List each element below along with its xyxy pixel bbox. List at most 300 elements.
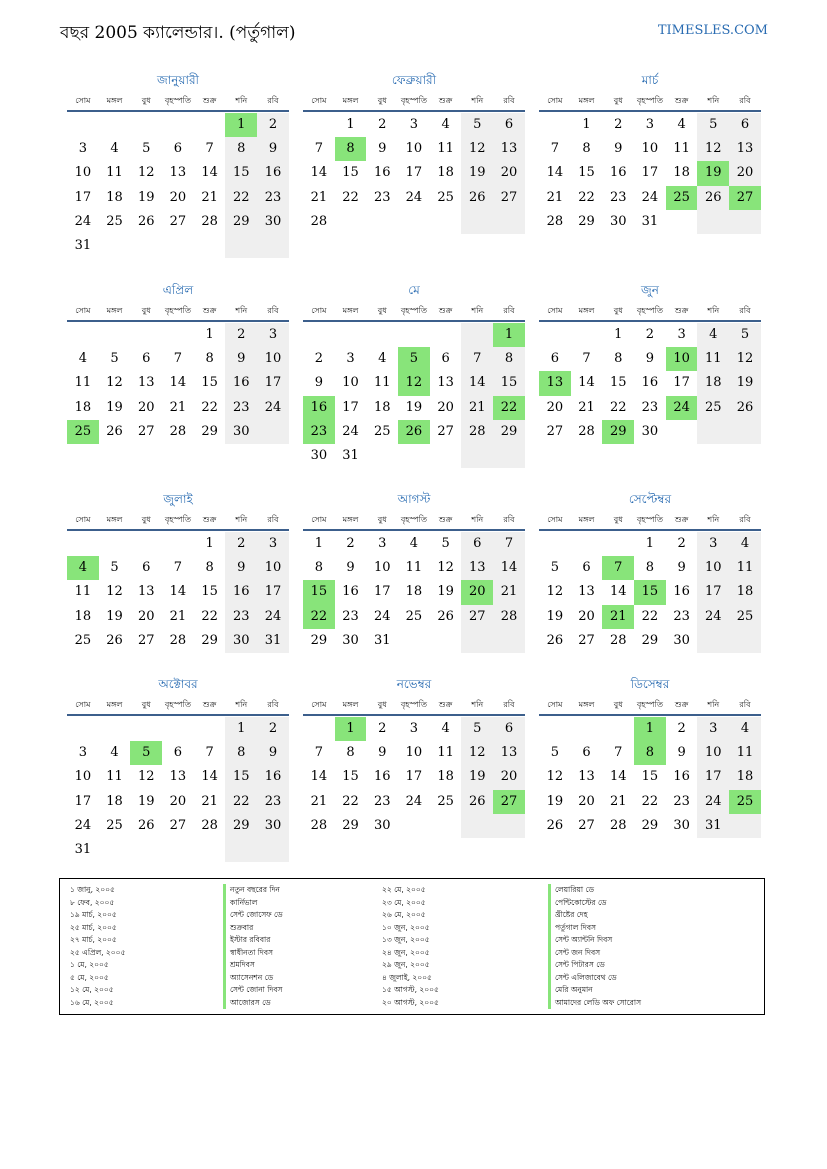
- day-cell[interactable]: 16: [673, 584, 690, 600]
- brand-link[interactable]: TIMESLES.COM: [657, 23, 768, 38]
- day-cell[interactable]: 15: [342, 769, 359, 785]
- day-cell[interactable]: 10: [405, 745, 423, 761]
- day-cell[interactable]: 4: [110, 141, 119, 157]
- day-cell[interactable]: 29: [641, 632, 659, 648]
- day-cell[interactable]: 6: [493, 717, 525, 741]
- day-cell[interactable]: 9: [677, 745, 686, 761]
- day-cell[interactable]: 18: [74, 608, 92, 624]
- day-cell[interactable]: 7: [173, 351, 183, 367]
- day-cell[interactable]: 7: [205, 745, 214, 761]
- day-cell[interactable]: 19: [729, 371, 761, 395]
- day-cell[interactable]: 5: [110, 560, 119, 576]
- day-cell[interactable]: 19: [106, 608, 123, 624]
- day-cell[interactable]: 9: [225, 347, 257, 371]
- day-cell[interactable]: 29: [342, 817, 359, 833]
- day-cell[interactable]: 31: [342, 447, 359, 463]
- day-cell[interactable]: 1: [205, 327, 214, 342]
- day-cell[interactable]: 31: [641, 213, 659, 229]
- day-cell[interactable]: 26: [437, 608, 454, 624]
- day-cell[interactable]: 8: [582, 141, 591, 157]
- day-cell[interactable]: 26: [546, 632, 564, 648]
- day-cell[interactable]: 5: [550, 745, 559, 761]
- day-cell[interactable]: 8: [634, 741, 666, 765]
- day-cell[interactable]: 9: [645, 351, 655, 367]
- day-cell[interactable]: 10: [666, 347, 698, 371]
- day-cell[interactable]: 30: [609, 213, 627, 229]
- day-cell[interactable]: 8: [225, 137, 257, 161]
- day-cell[interactable]: 31: [373, 632, 391, 648]
- day-cell[interactable]: 4: [78, 351, 87, 367]
- day-cell[interactable]: 29: [602, 420, 634, 444]
- day-cell[interactable]: 17: [697, 580, 729, 604]
- day-cell[interactable]: 2: [677, 721, 686, 736]
- day-cell[interactable]: 15: [634, 580, 666, 604]
- day-cell[interactable]: 28: [201, 817, 218, 833]
- day-cell[interactable]: 17: [342, 399, 359, 415]
- day-cell[interactable]: 3: [645, 117, 655, 132]
- day-cell[interactable]: 26: [106, 632, 123, 648]
- day-cell[interactable]: 1: [225, 113, 257, 137]
- day-cell[interactable]: 14: [169, 375, 187, 391]
- day-cell[interactable]: 25: [437, 793, 454, 809]
- day-cell[interactable]: 16: [225, 371, 257, 395]
- day-cell[interactable]: 13: [437, 375, 454, 391]
- day-cell[interactable]: 12: [461, 137, 493, 161]
- day-cell[interactable]: 23: [257, 790, 289, 814]
- day-cell[interactable]: 23: [225, 605, 257, 629]
- day-cell[interactable]: 2: [346, 536, 355, 551]
- day-cell[interactable]: 5: [142, 141, 151, 157]
- day-cell[interactable]: 13: [729, 137, 761, 161]
- day-cell[interactable]: 7: [173, 560, 183, 576]
- day-cell[interactable]: 18: [106, 189, 123, 205]
- day-cell[interactable]: 20: [437, 399, 454, 415]
- day-cell[interactable]: 25: [666, 186, 698, 210]
- day-cell[interactable]: 7: [493, 532, 525, 556]
- day-cell[interactable]: 4: [697, 323, 729, 347]
- day-cell[interactable]: 17: [405, 165, 423, 181]
- day-cell[interactable]: 12: [137, 769, 155, 785]
- day-cell[interactable]: 2: [378, 117, 387, 132]
- day-cell[interactable]: 9: [614, 141, 623, 157]
- day-cell[interactable]: 1: [346, 117, 355, 132]
- day-cell[interactable]: 22: [201, 608, 218, 624]
- day-cell[interactable]: 1: [493, 323, 525, 347]
- day-cell[interactable]: 25: [437, 189, 454, 205]
- day-cell[interactable]: 24: [697, 605, 729, 629]
- day-cell[interactable]: 29: [225, 814, 257, 838]
- day-cell[interactable]: 20: [137, 399, 155, 415]
- day-cell[interactable]: 8: [335, 137, 367, 161]
- day-cell[interactable]: 17: [257, 371, 289, 395]
- day-cell[interactable]: 27: [578, 632, 595, 648]
- day-cell[interactable]: 14: [201, 165, 218, 181]
- day-cell[interactable]: 5: [110, 351, 119, 367]
- day-cell[interactable]: 17: [405, 769, 423, 785]
- day-cell[interactable]: 24: [373, 608, 391, 624]
- day-cell[interactable]: 16: [373, 165, 391, 181]
- day-cell[interactable]: 5: [130, 741, 162, 765]
- day-cell[interactable]: 23: [609, 189, 627, 205]
- day-cell[interactable]: 2: [614, 117, 623, 132]
- day-cell[interactable]: 29: [310, 632, 328, 648]
- day-cell[interactable]: 22: [225, 790, 257, 814]
- day-cell[interactable]: 20: [546, 399, 564, 415]
- day-cell[interactable]: 7: [314, 745, 323, 761]
- day-cell[interactable]: 26: [697, 186, 729, 210]
- day-cell[interactable]: 16: [641, 375, 659, 391]
- day-cell[interactable]: 4: [110, 745, 119, 761]
- day-cell[interactable]: 20: [461, 580, 493, 604]
- day-cell[interactable]: 24: [342, 423, 359, 439]
- day-cell[interactable]: 28: [169, 632, 187, 648]
- day-cell[interactable]: 30: [310, 447, 328, 463]
- day-cell[interactable]: 27: [437, 423, 454, 439]
- day-cell[interactable]: 1: [335, 717, 367, 741]
- day-cell[interactable]: 15: [201, 375, 218, 391]
- day-cell[interactable]: 1: [645, 536, 655, 551]
- day-cell[interactable]: 3: [677, 327, 686, 342]
- day-cell[interactable]: 28: [493, 605, 525, 629]
- day-cell[interactable]: 17: [697, 765, 729, 789]
- day-cell[interactable]: 11: [437, 745, 454, 761]
- day-cell[interactable]: 9: [378, 141, 387, 157]
- day-cell[interactable]: 6: [493, 113, 525, 137]
- day-cell[interactable]: 13: [493, 137, 525, 161]
- day-cell[interactable]: 2: [677, 536, 686, 551]
- day-cell[interactable]: 1: [582, 117, 591, 132]
- day-cell[interactable]: 18: [106, 793, 123, 809]
- day-cell[interactable]: 9: [378, 745, 387, 761]
- day-cell[interactable]: 1: [205, 536, 214, 551]
- day-cell[interactable]: 22: [225, 186, 257, 210]
- day-cell[interactable]: 24: [666, 396, 698, 420]
- day-cell[interactable]: 19: [137, 189, 155, 205]
- day-cell[interactable]: 3: [409, 117, 419, 132]
- day-cell[interactable]: 10: [373, 560, 391, 576]
- day-cell[interactable]: 11: [437, 141, 454, 157]
- day-cell[interactable]: 26: [729, 396, 761, 420]
- day-cell[interactable]: 8: [614, 351, 623, 367]
- day-cell[interactable]: 12: [137, 165, 155, 181]
- day-cell[interactable]: 29: [225, 210, 257, 234]
- day-cell[interactable]: 1: [225, 717, 257, 741]
- day-cell[interactable]: 25: [74, 632, 92, 648]
- day-cell[interactable]: 4: [729, 717, 761, 741]
- day-cell[interactable]: 23: [342, 608, 359, 624]
- day-cell[interactable]: 20: [493, 765, 525, 789]
- day-cell[interactable]: 25: [106, 817, 123, 833]
- day-cell[interactable]: 6: [582, 560, 591, 576]
- day-cell[interactable]: 3: [78, 745, 87, 761]
- day-cell[interactable]: 20: [578, 608, 595, 624]
- day-cell[interactable]: 11: [405, 560, 423, 576]
- day-cell[interactable]: 12: [546, 584, 564, 600]
- day-cell[interactable]: 26: [546, 817, 564, 833]
- day-cell[interactable]: 8: [225, 741, 257, 765]
- day-cell[interactable]: 2: [378, 721, 387, 736]
- day-cell[interactable]: 28: [310, 213, 328, 229]
- day-cell[interactable]: 19: [137, 793, 155, 809]
- day-cell[interactable]: 5: [441, 536, 450, 551]
- day-cell[interactable]: 6: [729, 113, 761, 137]
- day-cell[interactable]: 17: [373, 584, 391, 600]
- day-cell[interactable]: 28: [169, 423, 187, 439]
- day-cell[interactable]: 3: [409, 721, 419, 736]
- day-cell[interactable]: 14: [201, 769, 218, 785]
- day-cell[interactable]: 13: [169, 769, 187, 785]
- day-cell[interactable]: 18: [437, 769, 454, 785]
- day-cell[interactable]: 9: [257, 137, 289, 161]
- day-cell[interactable]: 11: [729, 556, 761, 580]
- day-cell[interactable]: 13: [578, 584, 595, 600]
- day-cell[interactable]: 23: [641, 399, 659, 415]
- day-cell[interactable]: 22: [342, 189, 359, 205]
- day-cell[interactable]: 18: [74, 399, 92, 415]
- day-cell[interactable]: 12: [106, 375, 123, 391]
- day-cell[interactable]: 1: [634, 717, 666, 741]
- day-cell[interactable]: 13: [578, 769, 595, 785]
- day-cell[interactable]: 16: [373, 769, 391, 785]
- day-cell[interactable]: 16: [609, 165, 627, 181]
- day-cell[interactable]: 28: [609, 632, 627, 648]
- day-cell[interactable]: 11: [673, 141, 690, 157]
- day-cell[interactable]: 3: [346, 351, 355, 367]
- day-cell[interactable]: 21: [169, 399, 187, 415]
- day-cell[interactable]: 28: [201, 213, 218, 229]
- day-cell[interactable]: 12: [398, 371, 430, 395]
- day-cell[interactable]: 28: [310, 817, 328, 833]
- day-cell[interactable]: 14: [609, 769, 627, 785]
- day-cell[interactable]: 23: [373, 189, 391, 205]
- day-cell[interactable]: 31: [74, 237, 92, 253]
- day-cell[interactable]: 14: [461, 371, 493, 395]
- day-cell[interactable]: 27: [578, 817, 595, 833]
- day-cell[interactable]: 20: [137, 608, 155, 624]
- day-cell[interactable]: 27: [729, 186, 761, 210]
- day-cell[interactable]: 12: [437, 560, 454, 576]
- day-cell[interactable]: 16: [257, 161, 289, 185]
- day-cell[interactable]: 16: [303, 396, 335, 420]
- day-cell[interactable]: 6: [142, 560, 151, 576]
- day-cell[interactable]: 25: [373, 423, 391, 439]
- day-cell[interactable]: 21: [493, 580, 525, 604]
- day-cell[interactable]: 4: [729, 532, 761, 556]
- day-cell[interactable]: 18: [405, 584, 423, 600]
- day-cell[interactable]: 7: [461, 347, 493, 371]
- day-cell[interactable]: 28: [609, 817, 627, 833]
- day-cell[interactable]: 29: [578, 213, 595, 229]
- day-cell[interactable]: 24: [257, 605, 289, 629]
- day-cell[interactable]: 30: [373, 817, 391, 833]
- day-cell[interactable]: 20: [169, 793, 187, 809]
- day-cell[interactable]: 20: [729, 161, 761, 185]
- day-cell[interactable]: 13: [461, 556, 493, 580]
- day-cell[interactable]: 24: [405, 793, 423, 809]
- day-cell[interactable]: 4: [441, 117, 450, 132]
- day-cell[interactable]: 18: [729, 765, 761, 789]
- day-cell[interactable]: 15: [303, 580, 335, 604]
- day-cell[interactable]: 6: [142, 351, 151, 367]
- day-cell[interactable]: 5: [398, 347, 430, 371]
- day-cell[interactable]: 31: [74, 841, 92, 857]
- day-cell[interactable]: 11: [106, 165, 123, 181]
- day-cell[interactable]: 10: [697, 741, 729, 765]
- day-cell[interactable]: 16: [673, 769, 690, 785]
- day-cell[interactable]: 11: [697, 347, 729, 371]
- day-cell[interactable]: 21: [578, 399, 595, 415]
- day-cell[interactable]: 17: [74, 189, 92, 205]
- day-cell[interactable]: 8: [346, 745, 355, 761]
- day-cell[interactable]: 24: [697, 790, 729, 814]
- day-cell[interactable]: 25: [729, 605, 761, 629]
- day-cell[interactable]: 28: [578, 423, 595, 439]
- day-cell[interactable]: 22: [641, 608, 659, 624]
- day-cell[interactable]: 6: [550, 351, 559, 367]
- day-cell[interactable]: 4: [441, 721, 450, 736]
- day-cell[interactable]: 21: [609, 793, 627, 809]
- day-cell[interactable]: 23: [373, 793, 391, 809]
- day-cell[interactable]: 11: [373, 375, 391, 391]
- day-cell[interactable]: 29: [493, 420, 525, 444]
- day-cell[interactable]: 31: [257, 629, 289, 653]
- day-cell[interactable]: 2: [645, 327, 655, 342]
- day-cell[interactable]: 30: [641, 423, 659, 439]
- day-cell[interactable]: 19: [461, 161, 493, 185]
- day-cell[interactable]: 9: [225, 556, 257, 580]
- day-cell[interactable]: 11: [729, 741, 761, 765]
- day-cell[interactable]: 14: [310, 769, 328, 785]
- day-cell[interactable]: 21: [461, 396, 493, 420]
- day-cell[interactable]: 1: [614, 327, 623, 342]
- day-cell[interactable]: 9: [346, 560, 355, 576]
- day-cell[interactable]: 25: [729, 790, 761, 814]
- day-cell[interactable]: 30: [257, 210, 289, 234]
- day-cell[interactable]: 4: [409, 536, 419, 551]
- day-cell[interactable]: 3: [697, 532, 729, 556]
- day-cell[interactable]: 23: [673, 608, 690, 624]
- day-cell[interactable]: 6: [173, 141, 183, 157]
- day-cell[interactable]: 21: [602, 605, 634, 629]
- day-cell[interactable]: 22: [493, 396, 525, 420]
- day-cell[interactable]: 14: [609, 584, 627, 600]
- day-cell[interactable]: 13: [137, 584, 155, 600]
- day-cell[interactable]: 7: [602, 556, 634, 580]
- day-cell[interactable]: 2: [257, 717, 289, 741]
- day-cell[interactable]: 5: [697, 113, 729, 137]
- day-cell[interactable]: 21: [201, 793, 218, 809]
- day-cell[interactable]: 28: [461, 420, 493, 444]
- day-cell[interactable]: 11: [74, 375, 92, 391]
- day-cell[interactable]: 19: [697, 161, 729, 185]
- day-cell[interactable]: 15: [609, 375, 627, 391]
- day-cell[interactable]: 29: [201, 423, 218, 439]
- day-cell[interactable]: 17: [74, 793, 92, 809]
- day-cell[interactable]: 18: [673, 165, 690, 181]
- day-cell[interactable]: 26: [137, 817, 155, 833]
- day-cell[interactable]: 5: [461, 717, 493, 741]
- day-cell[interactable]: 6: [461, 532, 493, 556]
- day-cell[interactable]: 16: [342, 584, 359, 600]
- day-cell[interactable]: 19: [405, 399, 423, 415]
- day-cell[interactable]: 9: [257, 741, 289, 765]
- day-cell[interactable]: 23: [673, 793, 690, 809]
- day-cell[interactable]: 8: [205, 351, 214, 367]
- day-cell[interactable]: 2: [225, 323, 257, 347]
- day-cell[interactable]: 19: [437, 584, 454, 600]
- day-cell[interactable]: 3: [78, 141, 87, 157]
- day-cell[interactable]: 22: [641, 793, 659, 809]
- day-cell[interactable]: 26: [137, 213, 155, 229]
- day-cell[interactable]: 31: [697, 814, 729, 838]
- day-cell[interactable]: 19: [546, 608, 564, 624]
- day-cell[interactable]: 5: [550, 560, 559, 576]
- day-cell[interactable]: 2: [225, 532, 257, 556]
- day-cell[interactable]: 10: [74, 165, 92, 181]
- day-cell[interactable]: 30: [225, 420, 257, 444]
- day-cell[interactable]: 13: [137, 375, 155, 391]
- day-cell[interactable]: 6: [441, 351, 450, 367]
- day-cell[interactable]: 20: [169, 189, 187, 205]
- day-cell[interactable]: 20: [578, 793, 595, 809]
- day-cell[interactable]: 11: [74, 584, 92, 600]
- day-cell[interactable]: 14: [169, 584, 187, 600]
- day-cell[interactable]: 26: [398, 420, 430, 444]
- day-cell[interactable]: 17: [641, 165, 659, 181]
- day-cell[interactable]: 22: [578, 189, 595, 205]
- day-cell[interactable]: 13: [539, 371, 571, 395]
- day-cell[interactable]: 25: [405, 608, 423, 624]
- day-cell[interactable]: 24: [405, 189, 423, 205]
- day-cell[interactable]: 23: [257, 186, 289, 210]
- day-cell[interactable]: 3: [378, 536, 387, 551]
- day-cell[interactable]: 24: [641, 189, 659, 205]
- day-cell[interactable]: 11: [106, 769, 123, 785]
- day-cell[interactable]: 27: [169, 213, 187, 229]
- day-cell[interactable]: 18: [697, 371, 729, 395]
- day-cell[interactable]: 30: [673, 817, 690, 833]
- day-cell[interactable]: 14: [578, 375, 595, 391]
- day-cell[interactable]: 15: [342, 165, 359, 181]
- day-cell[interactable]: 29: [641, 817, 659, 833]
- day-cell[interactable]: 12: [461, 741, 493, 765]
- day-cell[interactable]: 30: [225, 629, 257, 653]
- day-cell[interactable]: 14: [546, 165, 564, 181]
- day-cell[interactable]: 27: [493, 790, 525, 814]
- day-cell[interactable]: 3: [257, 532, 289, 556]
- day-cell[interactable]: 21: [310, 793, 328, 809]
- day-cell[interactable]: 25: [67, 420, 99, 444]
- day-cell[interactable]: 27: [137, 423, 155, 439]
- day-cell[interactable]: 26: [461, 790, 493, 814]
- day-cell[interactable]: 21: [310, 189, 328, 205]
- day-cell[interactable]: 14: [493, 556, 525, 580]
- day-cell[interactable]: 18: [437, 165, 454, 181]
- day-cell[interactable]: 20: [493, 161, 525, 185]
- day-cell[interactable]: 2: [257, 113, 289, 137]
- day-cell[interactable]: 27: [546, 423, 564, 439]
- day-cell[interactable]: 17: [257, 580, 289, 604]
- day-cell[interactable]: 27: [493, 186, 525, 210]
- day-cell[interactable]: 23: [303, 420, 335, 444]
- day-cell[interactable]: 12: [546, 769, 564, 785]
- day-cell[interactable]: 12: [729, 347, 761, 371]
- day-cell[interactable]: 6: [582, 745, 591, 761]
- day-cell[interactable]: 6: [173, 745, 183, 761]
- day-cell[interactable]: 25: [106, 213, 123, 229]
- day-cell[interactable]: 10: [405, 141, 423, 157]
- day-cell[interactable]: 8: [314, 560, 323, 576]
